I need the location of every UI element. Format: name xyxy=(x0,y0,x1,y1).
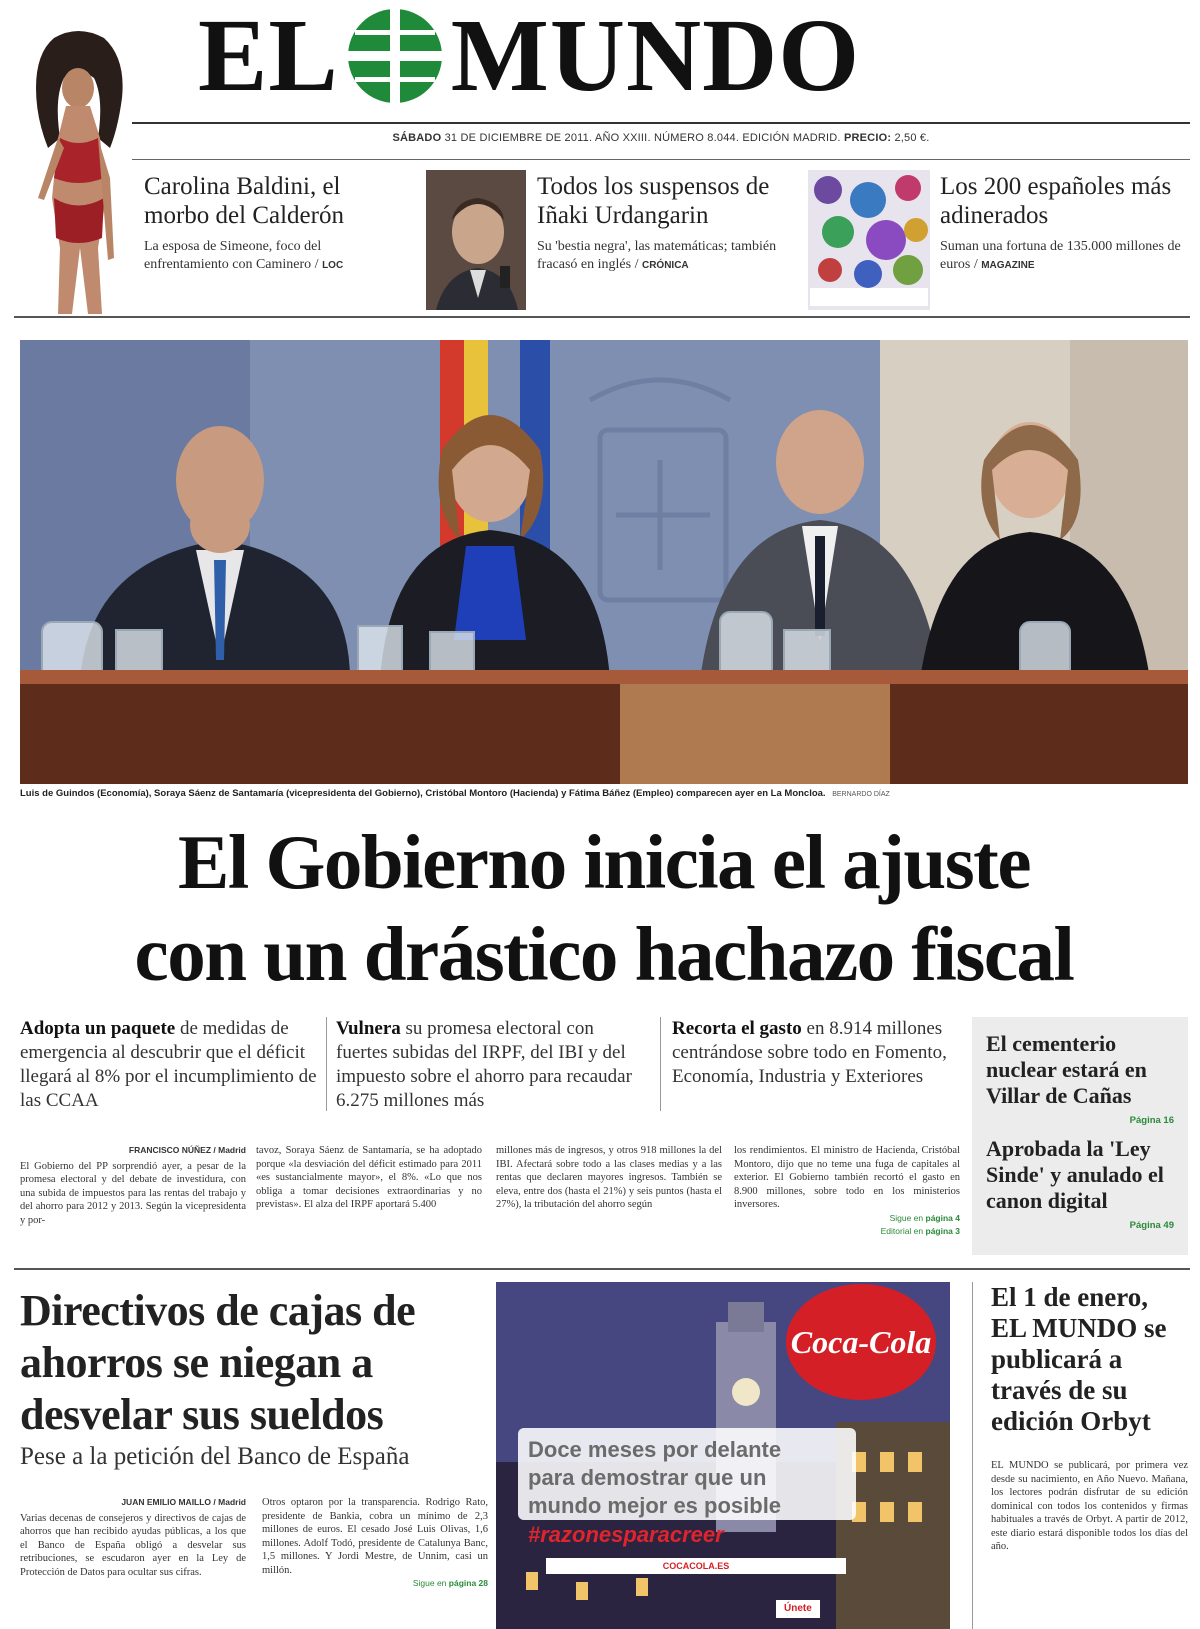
deck-paquete xyxy=(20,1017,320,1113)
social-button[interactable]: Únete xyxy=(776,1600,820,1618)
logo-text-mundo: MUNDO xyxy=(450,0,861,113)
continued-label: Sigue en xyxy=(889,1212,924,1223)
price-value: 2,50 €. xyxy=(894,132,930,144)
teaser-section: CRÓNICA xyxy=(641,260,689,271)
deck-text: en 8.914 millones centrándose sobre todo en Fomento, Economía, Industria y Exteriores xyxy=(672,1018,947,1087)
teaser-title: Los 200 españoles más adinerados xyxy=(940,173,1172,229)
teaser-section: LOC xyxy=(322,260,344,271)
teaser-summary: Suman una fortuna de 135.000 millones de euros xyxy=(940,239,1181,272)
lead-story-column-3 xyxy=(496,1144,722,1212)
headline-line-2: con un drástico hachazo fiscal xyxy=(134,911,1074,997)
price-label: PRECIO: xyxy=(843,132,892,144)
main-headline[interactable] xyxy=(20,816,1188,1000)
newspaper-logo[interactable] xyxy=(198,0,1008,113)
column-divider xyxy=(660,1017,661,1111)
deck-lead: Vulnera xyxy=(336,1018,401,1039)
deck-text: de medidas de emergencia al descubrir que el déficit llegará al 8% por el incumplimiento de las CCAA xyxy=(20,1018,317,1111)
teaser-text: Suman una fortuna de 135.000 millones de euros / MAGAZINE xyxy=(940,239,1181,272)
editorial-link[interactable] xyxy=(734,1225,960,1239)
lead-story-column-1 xyxy=(20,1144,246,1227)
photo-credit: BERNARDO DÍAZ xyxy=(832,791,890,798)
body-text: Varias decenas de consejeros y directivos de cajas de ahorros que han recibido ayudas públicas, a los que el Banco de España obligó a desvelar sus retribuciones, se escudaron ayer en la Ley de Protección de Datos para ocultar sus cifras. xyxy=(20,1512,246,1578)
teaser-title: Carolina Baldini, el morbo del Calderón xyxy=(144,173,344,229)
teaser-urdangarin[interactable] xyxy=(537,172,797,312)
continued-page: página 28 xyxy=(448,1578,488,1588)
teaser-summary: La esposa de Simeone, foco del enfrentamiento con Caminero xyxy=(144,239,322,272)
news-sidebox xyxy=(972,1017,1188,1255)
teasers-rule xyxy=(14,316,1190,318)
continued-page: página 4 xyxy=(925,1212,960,1223)
orbyt-notice xyxy=(972,1282,1188,1629)
orbyt-headline[interactable]: El 1 de enero, EL MUNDO se publicará a través de su edición Orbyt xyxy=(991,1282,1167,1436)
teaser-adinerados[interactable] xyxy=(940,172,1190,312)
sidebox-item-cementerio[interactable]: El cementerio nuclear estará en Villar de Cañas xyxy=(986,1031,1147,1108)
teaser-text: La esposa de Simeone, foco del enfrentamiento con Caminero / LOC xyxy=(144,239,344,272)
byline: JUAN EMILIO MAILLO / Madrid xyxy=(121,1497,246,1507)
cajas-subhead: Pese a la petición del Banco de España xyxy=(20,1443,410,1470)
main-photo[interactable] xyxy=(20,340,1188,784)
ad-url-strip: COCACOLA.ES xyxy=(546,1558,846,1574)
continued-link[interactable] xyxy=(262,1577,488,1591)
dateline xyxy=(132,132,1190,144)
cajas-column-2 xyxy=(262,1496,488,1591)
lead-story-column-2 xyxy=(256,1144,482,1212)
teaser-text: Su 'bestia negra', las matemáticas; también fracasó en inglés / CRÓNICA xyxy=(537,239,777,272)
deck-gasto xyxy=(672,1017,962,1089)
body-text: tavoz, Soraya Sáenz de Santamaría, se ha adoptado porque «la desviación del déficit estimado para 2011 «es sustancialmente mayor», el 8%. «Lo que nos obliga a tomar decisiones extraordinarias y no previstas». El alza del IRPF aportará 5.400 xyxy=(256,1145,482,1210)
deck-lead: Recorta el gasto xyxy=(672,1018,802,1039)
cajas-headline[interactable]: Directivos de cajas de ahorros se niegan a desvelar sus sueldos xyxy=(20,1286,416,1439)
continued-link[interactable] xyxy=(734,1212,960,1226)
ad-line-1: Doce meses por delante xyxy=(528,1437,782,1462)
page-reference: Página 16 xyxy=(1129,1115,1174,1126)
caption-text: Luis de Guindos (Economía), Soraya Sáenz de Santamaría (vicepresidenta del Gobierno), Cristóbal Montoro (Hacienda) y Fátima Báñez (Empleo) comparecen ayer en La Moncloa. xyxy=(20,788,826,799)
teaser-title: Todos los suspensos de Iñaki Urdangarin xyxy=(537,173,770,229)
logo-text-el: EL xyxy=(198,0,339,113)
teaser-section: MAGAZINE xyxy=(981,260,1035,271)
ad-hashtag: #razonesparacreer xyxy=(528,1522,724,1547)
dateline-day: SÁBADO xyxy=(392,132,442,144)
cajas-column-1 xyxy=(20,1496,246,1579)
deck-promesa xyxy=(336,1017,636,1113)
model-photo[interactable] xyxy=(14,28,142,316)
masthead xyxy=(0,0,1200,160)
deck-lead: Adopta un paquete xyxy=(20,1018,176,1039)
editorial-label: Editorial en xyxy=(880,1226,924,1236)
continued-label: Sigue en xyxy=(412,1578,447,1588)
ad-slogan xyxy=(518,1428,856,1520)
teaser-baldini[interactable] xyxy=(144,172,404,312)
coca-cola-logo: Coca-Cola xyxy=(786,1284,936,1400)
lead-story-column-4 xyxy=(734,1144,960,1239)
ad-line-2: para demostrar que un xyxy=(528,1465,767,1490)
orbyt-text: EL MUNDO se publicará, por primera vez desde su nacimiento, en Año Nuevo. Mañana, los lectores podrán disfrutar de su edición dominical con todos los contenidos y firmas habituales a través de Orbyt. A partir de 2012, este diario estará disponible todos los días del año. xyxy=(991,1460,1188,1552)
magazine-cover[interactable] xyxy=(808,170,930,310)
body-text: Otros optaron por la transparencia. Rodrigo Rato, presidente de Bankia, cobra un mínimo de 2,3 millones de euros. El cesado José Luis Olivas, 1,6 millones. Adolf Todó, presidente de Catalunya Banc, 1,5 millones. Y Jordi Mestre, de Unnim, casi un millón. xyxy=(262,1497,488,1576)
column-divider xyxy=(326,1017,327,1111)
photo-caption xyxy=(20,788,1188,799)
body-text: los rendimientos. El ministro de Hacienda, Cristóbal Montoro, dijo que no teme una fuga de capitales al exterior. El Gobierno también recortó el gasto en 8.900 millones, sobre todo en los ministerios inversores. xyxy=(734,1145,960,1210)
globe-icon xyxy=(345,6,445,106)
section-rule xyxy=(14,1268,1190,1270)
headline-line-1: El Gobierno inicia el ajuste xyxy=(177,819,1031,905)
teaser-summary: Su 'bestia negra', las matemáticas; también fracasó en inglés xyxy=(537,239,777,272)
byline: FRANCISCO NÚÑEZ / Madrid xyxy=(128,1145,246,1155)
masthead-rule xyxy=(132,122,1190,124)
dateline-rule xyxy=(132,159,1190,160)
page-reference: Página 49 xyxy=(1129,1220,1174,1231)
coca-cola-ad[interactable] xyxy=(496,1282,950,1629)
dateline-details: 31 DE DICIEMBRE DE 2011. AÑO XXIII. NÚMERO 8.044. EDICIÓN MADRID. xyxy=(444,132,841,144)
editorial-page: página 3 xyxy=(925,1226,960,1236)
body-text: El Gobierno del PP sorprendió ayer, a pesar de la promesa electoral y del debate de investidura, con una subida de impuestos para las rentas del trabajo y del ahorro para 2012 y 2013. Según la vicepresidenta y por- xyxy=(20,1160,246,1226)
deck-text: su promesa electoral con fuertes subidas del IRPF, del IBI y del impuesto sobre el ahorro para recaudar 6.275 millones más xyxy=(336,1018,632,1111)
sidebox-item-ley-sinde[interactable]: Aprobada la 'Ley Sinde' y anulado el canon digital xyxy=(986,1136,1164,1213)
body-text: millones más de ingresos, y otros 918 millones la del IBI. Afectará sobre todo a las clases medias y a las rentas que declaren mayores ingresos. También se eleva, entre dos (hasta el 21%) y seis puntos (hasta el 27%), la tributación del ahorro según xyxy=(496,1145,722,1210)
ad-line-3: mundo mejor es posible xyxy=(528,1493,782,1518)
urdangarin-photo[interactable] xyxy=(426,170,526,310)
